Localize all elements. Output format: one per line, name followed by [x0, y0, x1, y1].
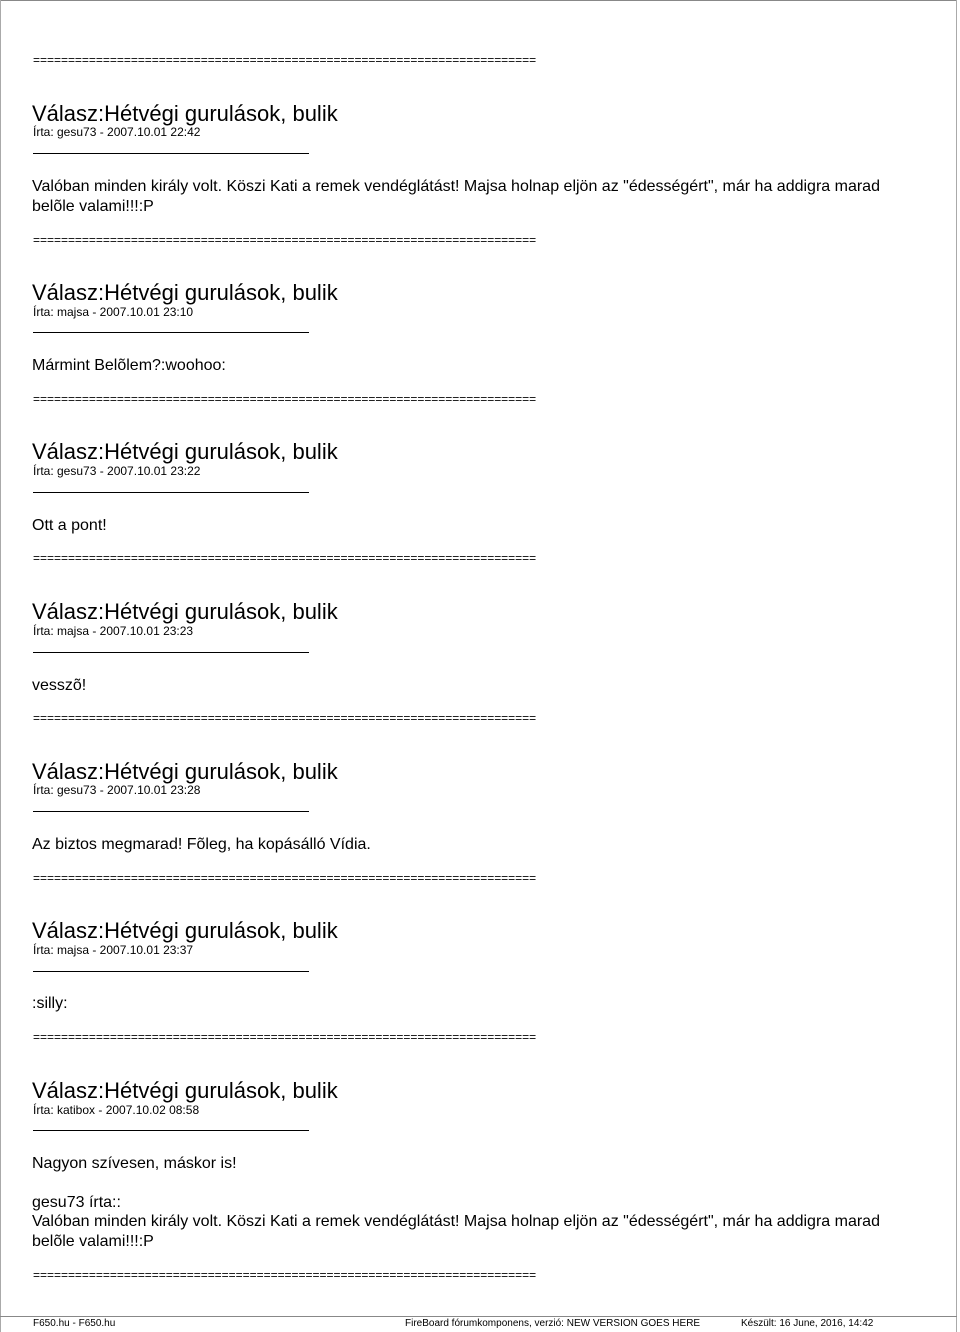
post-separator: ========================================================================: [33, 552, 537, 564]
page-border-bottom: [0, 1316, 957, 1317]
post-meta: Írta: majsa - 2007.10.01 23:10: [33, 305, 194, 319]
post-rule: [33, 811, 309, 812]
post-rule: [33, 332, 309, 333]
post-body: vesszõ!: [32, 677, 87, 694]
post-separator: ========================================================================: [33, 393, 537, 405]
post-title: Válasz:Hétvégi gurulások, bulik: [32, 1078, 338, 1103]
post-meta: Írta: majsa - 2007.10.01 23:23: [33, 624, 194, 638]
post-body: :silly:: [32, 995, 68, 1012]
post-body: Az biztos megmarad! Fõleg, ha kopásálló Vídia.: [32, 836, 371, 853]
post-rule: [33, 492, 309, 493]
page-border-top: [0, 0, 957, 1]
post-body: Ott a pont!: [32, 517, 107, 534]
post-meta: Írta: gesu73 - 2007.10.01 23:28: [33, 783, 201, 797]
post-separator: ========================================================================: [33, 872, 537, 884]
post-title: Válasz:Hétvégi gurulások, bulik: [32, 918, 338, 943]
footer-site-link[interactable]: F650.hu - F650.hu: [33, 1318, 116, 1329]
post-meta: Írta: gesu73 - 2007.10.01 23:22: [33, 464, 201, 478]
post-separator: ========================================================================: [33, 54, 537, 66]
post-body: Nagyon szívesen, máskor is!: [32, 1155, 237, 1172]
post-separator: ========================================================================: [33, 1031, 537, 1043]
quote-author: gesu73 írta::: [32, 1194, 121, 1211]
post-rule: [33, 652, 309, 653]
post-separator: ========================================================================: [33, 1269, 537, 1281]
post-title: Válasz:Hétvégi gurulások, bulik: [32, 280, 338, 305]
footer-component: FireBoard fórumkomponens, verzió: NEW VERSION GOES HERE: [405, 1318, 701, 1329]
post-title: Válasz:Hétvégi gurulások, bulik: [32, 599, 338, 624]
post-rule: [33, 1130, 309, 1131]
post-meta: Írta: katibox - 2007.10.02 08:58: [33, 1103, 200, 1117]
page-border-left: [0, 0, 1, 1332]
page-border-right: [956, 0, 957, 1332]
post-rule: [33, 971, 309, 972]
post-meta: Írta: majsa - 2007.10.01 23:37: [33, 943, 194, 957]
footer-generated: Készült: 16 June, 2016, 14:42: [741, 1318, 874, 1329]
post-separator: ========================================================================: [33, 712, 537, 724]
post-separator: ========================================================================: [33, 234, 537, 246]
post-body: Valóban minden király volt. Köszi Kati a remek vendéglátást! Majsa holnap eljön az "édességért", már ha addigra marad belõle valami!!!:P: [32, 178, 880, 215]
post-title: Válasz:Hétvégi gurulások, bulik: [32, 101, 338, 126]
post-rule: [33, 153, 309, 154]
post-body: Mármint Belõlem?:woohoo:: [32, 357, 226, 374]
post-title: Válasz:Hétvégi gurulások, bulik: [32, 439, 338, 464]
post-meta: Írta: gesu73 - 2007.10.01 22:42: [33, 125, 201, 139]
post-title: Válasz:Hétvégi gurulások, bulik: [32, 759, 338, 784]
quote-text: Valóban minden király volt. Köszi Kati a remek vendéglátást! Majsa holnap eljön az "édességért", már ha addigra marad belõle valami!!!:P: [32, 1213, 880, 1250]
